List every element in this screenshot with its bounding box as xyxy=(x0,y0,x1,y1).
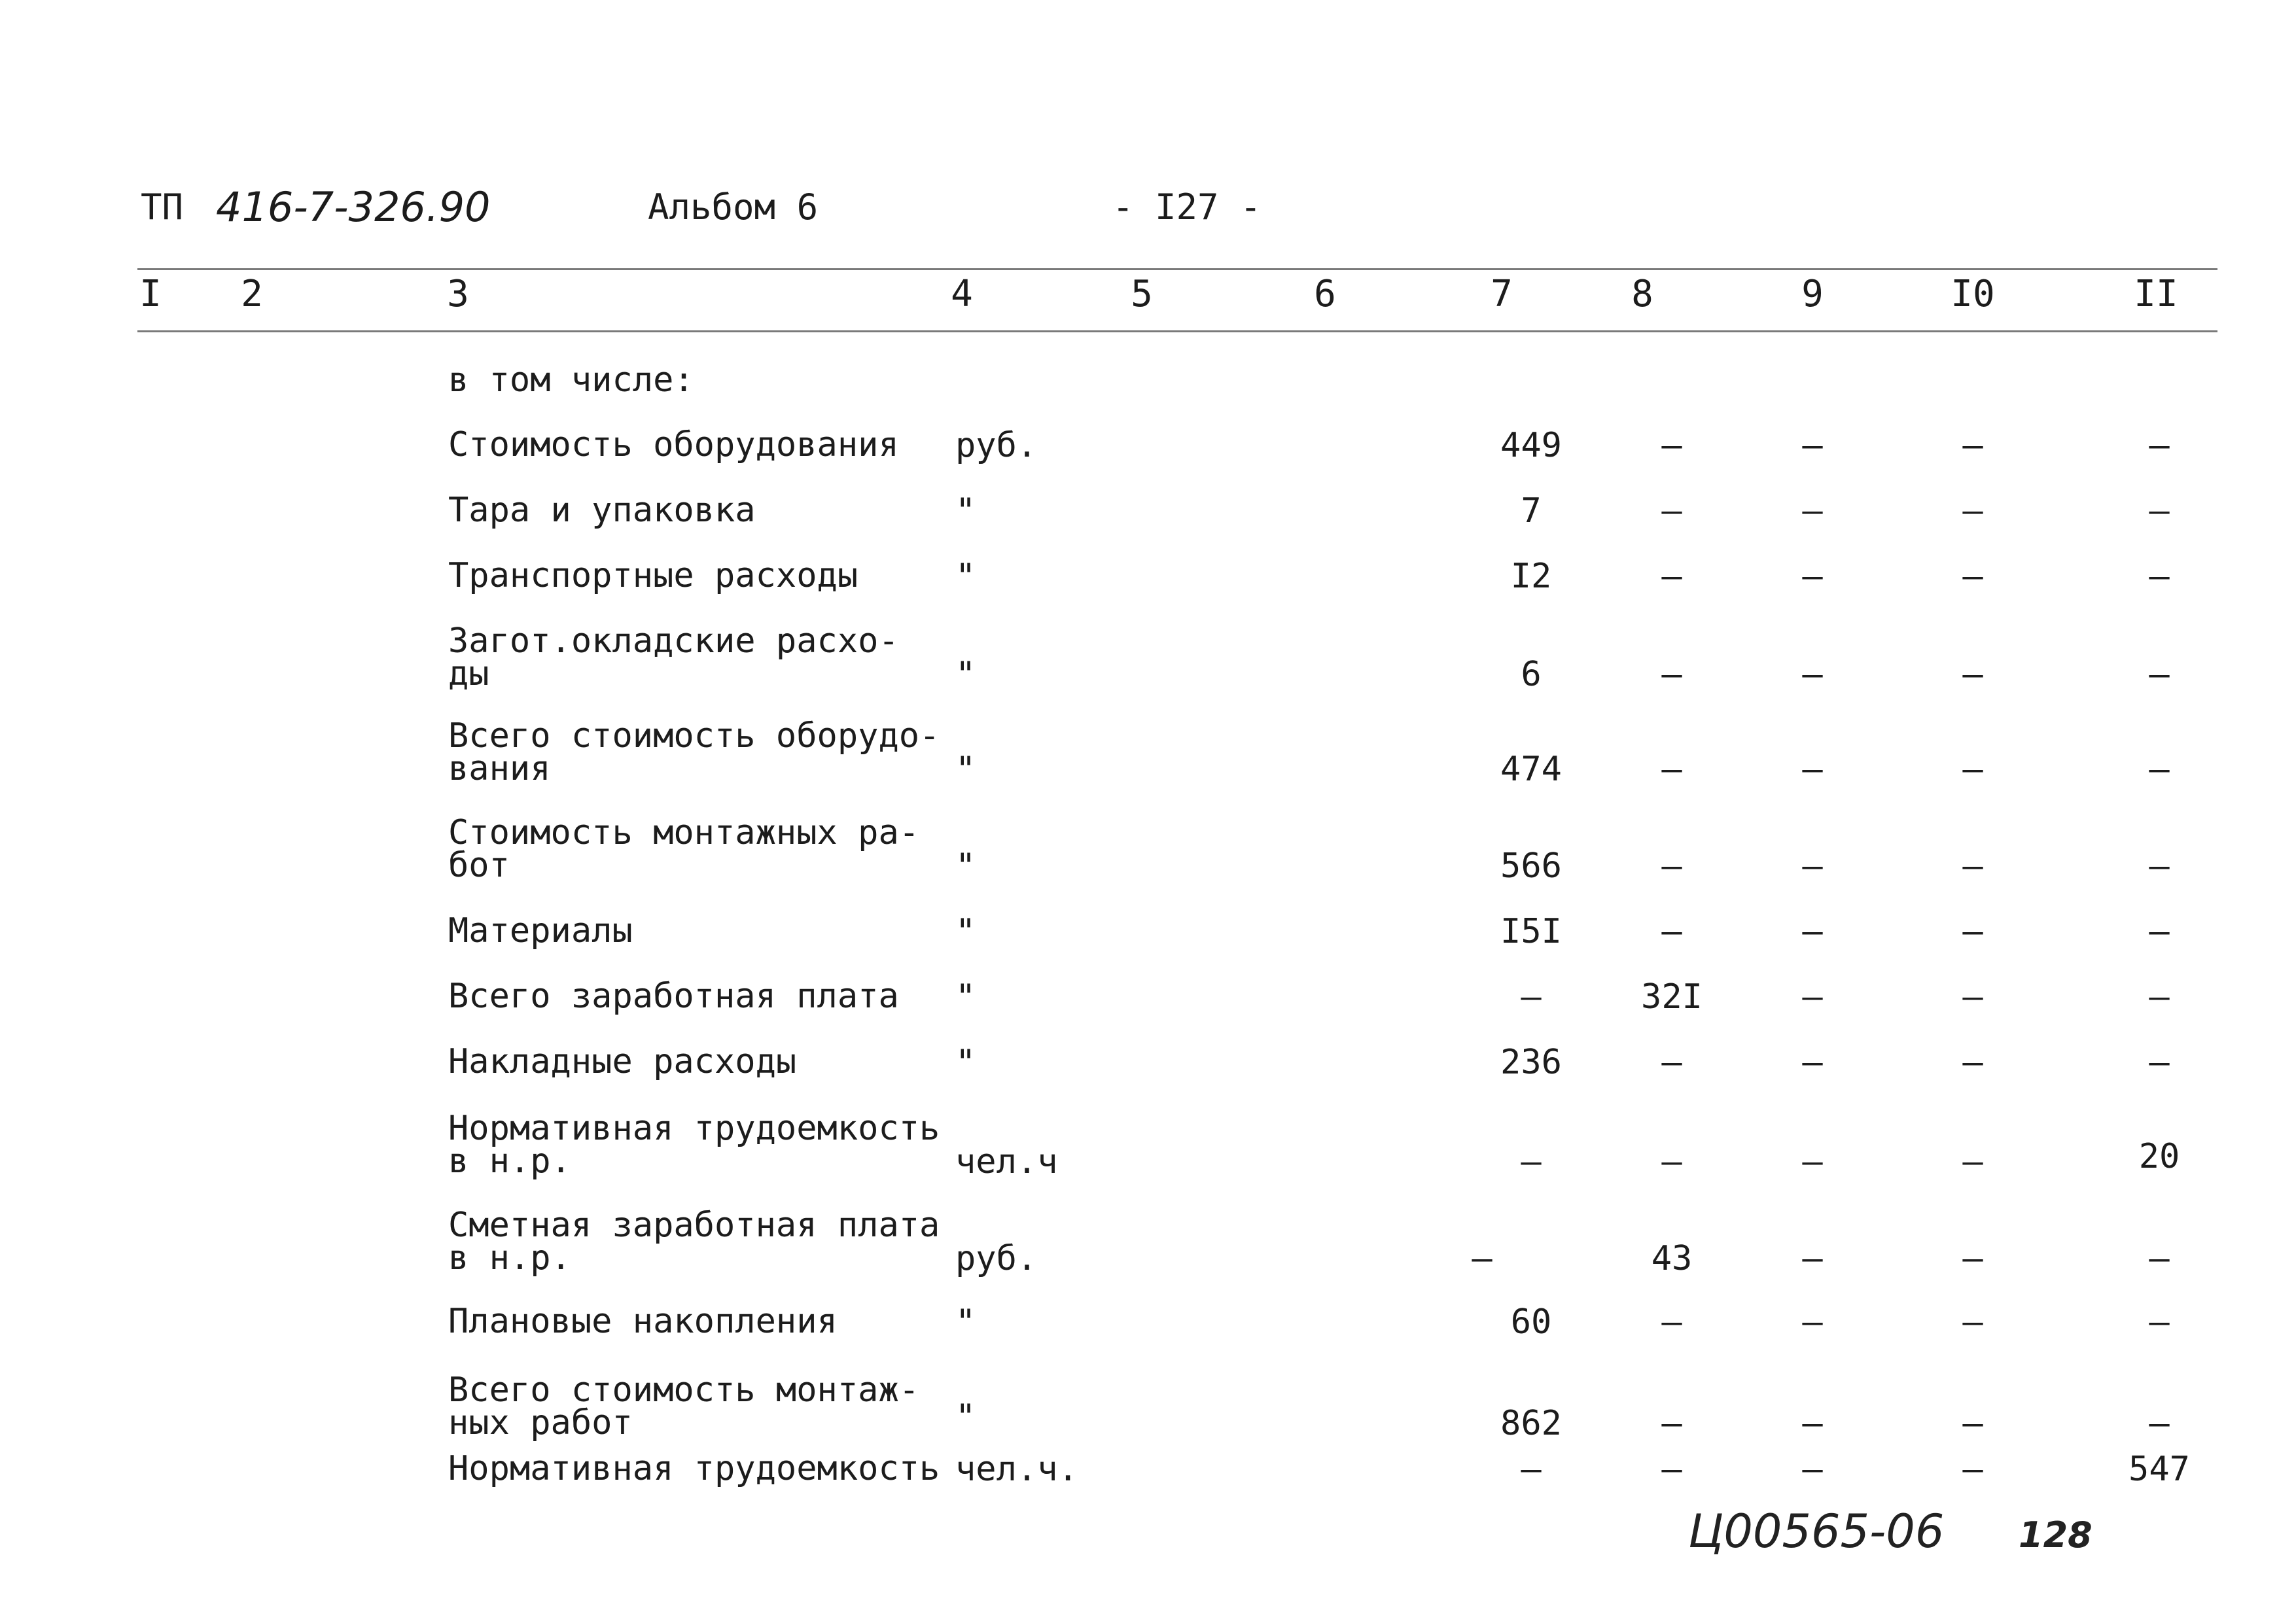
row-description: Плановые накопления xyxy=(448,1302,838,1341)
row-col9: – xyxy=(1802,655,1823,694)
row-col11: – xyxy=(2149,655,2170,694)
row-description: Сметная заработная плата в н.р. xyxy=(448,1206,940,1278)
row-col11: – xyxy=(2149,1404,2170,1443)
row-unit: чел.ч xyxy=(955,1142,1058,1181)
row-col11: 547 xyxy=(2128,1450,2190,1489)
row-col7: 7 xyxy=(1521,491,1542,531)
row-unit: " xyxy=(955,1397,976,1437)
col-num-3: 3 xyxy=(447,273,469,315)
row-col9: – xyxy=(1802,1450,1823,1489)
row-col8: – xyxy=(1661,491,1682,531)
row-description: Всего стоимость монтаж- ных работ xyxy=(448,1370,920,1442)
row-col8: – xyxy=(1661,655,1682,694)
row-col10: – xyxy=(1962,1302,1983,1342)
row-col11: – xyxy=(2149,1239,2170,1278)
album-label: Альбом 6 xyxy=(648,186,819,228)
row-col10: – xyxy=(1962,977,1983,1017)
row-unit: руб. xyxy=(955,426,1038,465)
row-col7: – xyxy=(1521,1450,1542,1489)
row-col8: – xyxy=(1661,1043,1682,1082)
row-col10: – xyxy=(1962,1450,1983,1489)
row-col9: – xyxy=(1802,1043,1823,1082)
row-col10: – xyxy=(1962,1043,1983,1082)
row-col7: 449 xyxy=(1500,426,1562,465)
row-col9: – xyxy=(1802,846,1823,886)
row-col8: – xyxy=(1661,750,1682,789)
row-col8: – xyxy=(1661,1142,1682,1181)
row-col7: I2 xyxy=(1510,557,1552,596)
row-col11: 20 xyxy=(2138,1137,2180,1176)
col-num-6: 6 xyxy=(1314,273,1336,315)
row-col10: – xyxy=(1962,1239,1983,1278)
row-unit: " xyxy=(955,655,976,694)
row-unit: " xyxy=(955,750,976,789)
row-col8: – xyxy=(1661,846,1682,886)
row-unit: " xyxy=(955,1302,976,1342)
row-unit: руб. xyxy=(955,1239,1038,1278)
col-num-7: 7 xyxy=(1491,273,1513,315)
row-unit: " xyxy=(955,977,976,1017)
row-col11: – xyxy=(2149,557,2170,596)
row-unit: чел.ч. xyxy=(955,1450,1078,1489)
row-col7: 236 xyxy=(1500,1043,1562,1082)
row-unit: " xyxy=(955,1043,976,1082)
row-description: Стоимость оборудования xyxy=(448,425,899,464)
row-col8: – xyxy=(1661,1450,1682,1489)
col-num-11: II xyxy=(2134,273,2178,315)
row-description: Всего стоимость оборудо- вания xyxy=(448,716,940,788)
sheet-number: 128 xyxy=(2019,1514,2093,1556)
row-col8: – xyxy=(1661,912,1682,951)
row-unit: " xyxy=(955,491,976,531)
row-col9: – xyxy=(1802,491,1823,531)
row-unit: " xyxy=(955,846,976,886)
row-col8: – xyxy=(1661,1404,1682,1443)
col-num-4: 4 xyxy=(951,273,973,315)
row-col11: – xyxy=(2149,491,2170,531)
row-col9: – xyxy=(1802,912,1823,951)
row-col10: – xyxy=(1962,1404,1983,1443)
row-col8: 43 xyxy=(1651,1239,1693,1278)
row-description: Материалы xyxy=(448,911,633,951)
doc-code-number: 416-7-326.90 xyxy=(216,183,491,231)
row-col9: – xyxy=(1802,1142,1823,1181)
row-col8: – xyxy=(1661,1302,1682,1342)
row-col7: 862 xyxy=(1500,1404,1562,1443)
row-col8: – xyxy=(1661,426,1682,465)
col-num-2: 2 xyxy=(241,273,263,315)
row-col9: – xyxy=(1802,1302,1823,1342)
archive-stamp: Ц00565-06 xyxy=(1688,1505,1945,1558)
row-col11: – xyxy=(2149,846,2170,886)
row-description: Загот.окладские расхо- ды xyxy=(448,621,899,693)
col-num-1: I xyxy=(139,273,162,315)
row-col7: – xyxy=(1472,1239,1492,1278)
row-unit: " xyxy=(955,912,976,951)
row-col9: – xyxy=(1802,750,1823,789)
page-number: - I27 - xyxy=(1112,186,1262,228)
row-description: Нормативная трудоемкость в н.р. xyxy=(448,1109,940,1181)
col-num-10: I0 xyxy=(1951,273,1995,315)
row-col7: – xyxy=(1521,977,1542,1017)
row-col7: 60 xyxy=(1510,1302,1552,1342)
row-description: Нормативная трудоемкость xyxy=(448,1449,940,1488)
row-col7: 6 xyxy=(1521,655,1542,694)
row-col9: – xyxy=(1802,426,1823,465)
row-col9: – xyxy=(1802,1239,1823,1278)
row-unit: " xyxy=(955,557,976,596)
row-col10: – xyxy=(1962,750,1983,789)
row-col10: – xyxy=(1962,846,1983,886)
row-description: Тара и упаковка xyxy=(448,491,756,530)
row-col7: I5I xyxy=(1500,912,1562,951)
row-description: Всего заработная плата xyxy=(448,977,899,1016)
row-col10: – xyxy=(1962,655,1983,694)
row-col11: – xyxy=(2149,912,2170,951)
doc-code-prefix: ТП xyxy=(141,186,184,228)
row-col11: – xyxy=(2149,426,2170,465)
row-col8: – xyxy=(1661,557,1682,596)
row-description: Транспортные расходы xyxy=(448,556,858,595)
col-num-8: 8 xyxy=(1631,273,1653,315)
row-col8: 32I xyxy=(1641,977,1703,1017)
row-col7: 566 xyxy=(1500,846,1562,886)
row-col11: – xyxy=(2149,977,2170,1017)
row-col7: – xyxy=(1521,1142,1542,1181)
header-top-rule xyxy=(137,268,2217,270)
row-col9: – xyxy=(1802,1404,1823,1443)
row-col9: – xyxy=(1802,977,1823,1017)
col-num-5: 5 xyxy=(1131,273,1153,315)
row-col7: 474 xyxy=(1500,750,1562,789)
row-col10: – xyxy=(1962,491,1983,531)
row-col10: – xyxy=(1962,1142,1983,1181)
row-description: Стоимость монтажных ра- бот xyxy=(448,813,920,885)
col-num-9: 9 xyxy=(1801,273,1824,315)
section-label: в том числе: xyxy=(448,360,694,400)
row-description: Накладные расходы xyxy=(448,1042,797,1081)
row-col11: – xyxy=(2149,750,2170,789)
row-col10: – xyxy=(1962,557,1983,596)
row-col11: – xyxy=(2149,1043,2170,1082)
row-col10: – xyxy=(1962,912,1983,951)
row-col11: – xyxy=(2149,1302,2170,1342)
header-bottom-rule xyxy=(137,330,2217,332)
row-col10: – xyxy=(1962,426,1983,465)
row-col9: – xyxy=(1802,557,1823,596)
